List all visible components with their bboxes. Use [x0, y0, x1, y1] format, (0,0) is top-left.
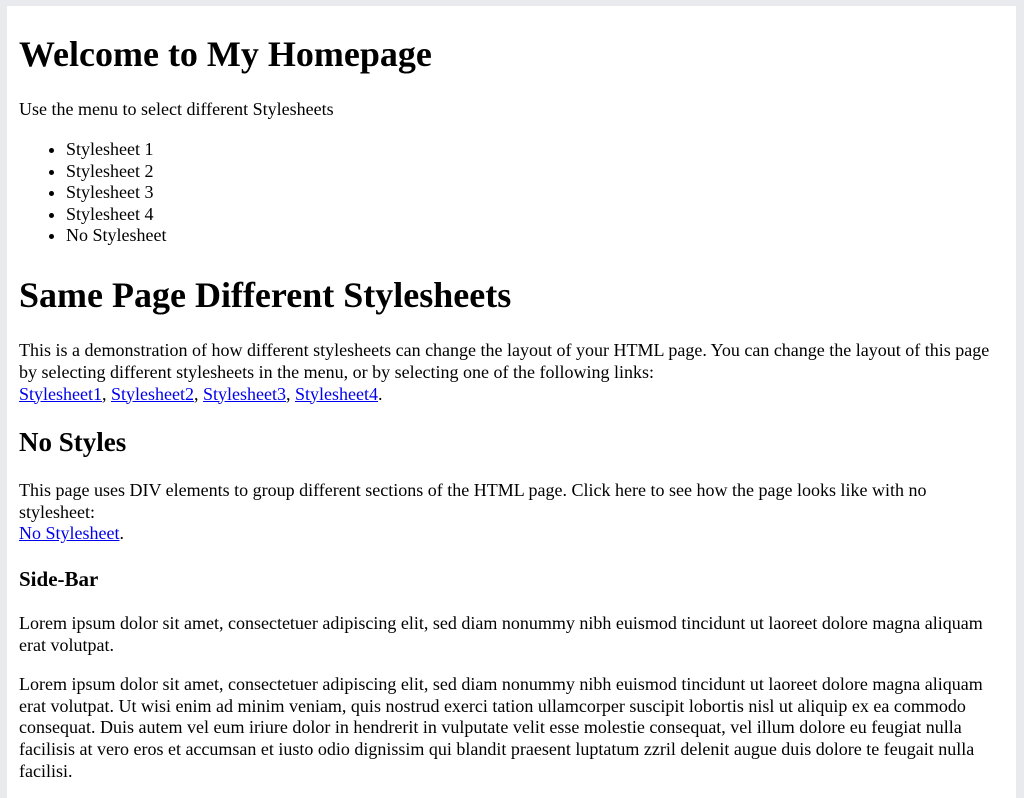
end-punctuation: . [119, 523, 124, 544]
no-styles-text: This page uses DIV elements to group different sections of the HTML page. Click here to see how the page looks like with no stylesheet: [19, 480, 927, 522]
link-separator: , [194, 383, 203, 404]
page-content [7, 6, 1016, 798]
main-text: This is a demonstration of how different stylesheets can change the layout of your HTML page. You can change the layout of this page by selecting different stylesheets in the menu, or by selecting one of the following links: [19, 340, 990, 382]
intro-text: Use the menu to select different Stylesheets [19, 99, 334, 120]
menu-section [19, 139, 1004, 247]
main-heading: Same Page Different Stylesheets [19, 274, 512, 315]
sidebar-heading: Side-Bar [19, 566, 99, 591]
stylesheet4-link[interactable]: Stylesheet4 [295, 383, 378, 404]
stylesheet3-link[interactable]: Stylesheet3 [203, 383, 286, 404]
end-punctuation: . [378, 383, 383, 404]
menu-item-stylesheet-4[interactable]: • Stylesheet 4 [66, 204, 1004, 226]
main-paragraph [19, 340, 1004, 405]
stylesheet2-link[interactable]: Stylesheet2 [111, 383, 194, 404]
page-title: Welcome to My Homepage [19, 34, 432, 74]
stylesheet1-link[interactable]: Stylesheet1 [19, 383, 102, 404]
no-stylesheet-link[interactable]: No Stylesheet [19, 523, 120, 544]
stylesheet-menu [19, 139, 1004, 247]
no-styles-paragraph [19, 480, 1004, 545]
main-section [19, 275, 1004, 545]
header-section [19, 34, 1004, 121]
menu-item-stylesheet-1[interactable]: • Stylesheet 1 [66, 139, 1004, 161]
sidebar-paragraph-2: Lorem ipsum dolor sit amet, consectetuer adipiscing elit, sed diam nonummy nibh euismod tincidunt ut laoreet dolore magna aliquam erat volutpat. Ut wisi enim ad minim veniam, quis nostrud exerci tation ullamcorper suscipit lobortis nisl ut aliquip ex ea commodo consequat. Duis autem vel eum iriure dolor in hendrerit in vulputate velit esse molestie consequat, vel illum dolore eu feugiat nulla facilisis at vero eros et accumsan et iusto odio dignissim qui blandit praesent luptatum zzril delenit augue duis dolore te feugait nulla facilisi. [19, 674, 983, 781]
menu-item-stylesheet-2[interactable]: • Stylesheet 2 [66, 161, 1004, 183]
link-separator: , [286, 383, 295, 404]
link-separator: , [102, 383, 111, 404]
sidebar-paragraph-1: Lorem ipsum dolor sit amet, consectetuer adipiscing elit, sed diam nonummy nibh euismod tincidunt ut laoreet dolore magna aliquam erat volutpat. [19, 613, 983, 655]
no-styles-heading: No Styles [19, 427, 127, 458]
menu-item-no-stylesheet[interactable]: • No Stylesheet [66, 225, 1004, 247]
menu-item-stylesheet-3[interactable]: • Stylesheet 3 [66, 182, 1004, 204]
sidebar-section [19, 567, 1004, 782]
